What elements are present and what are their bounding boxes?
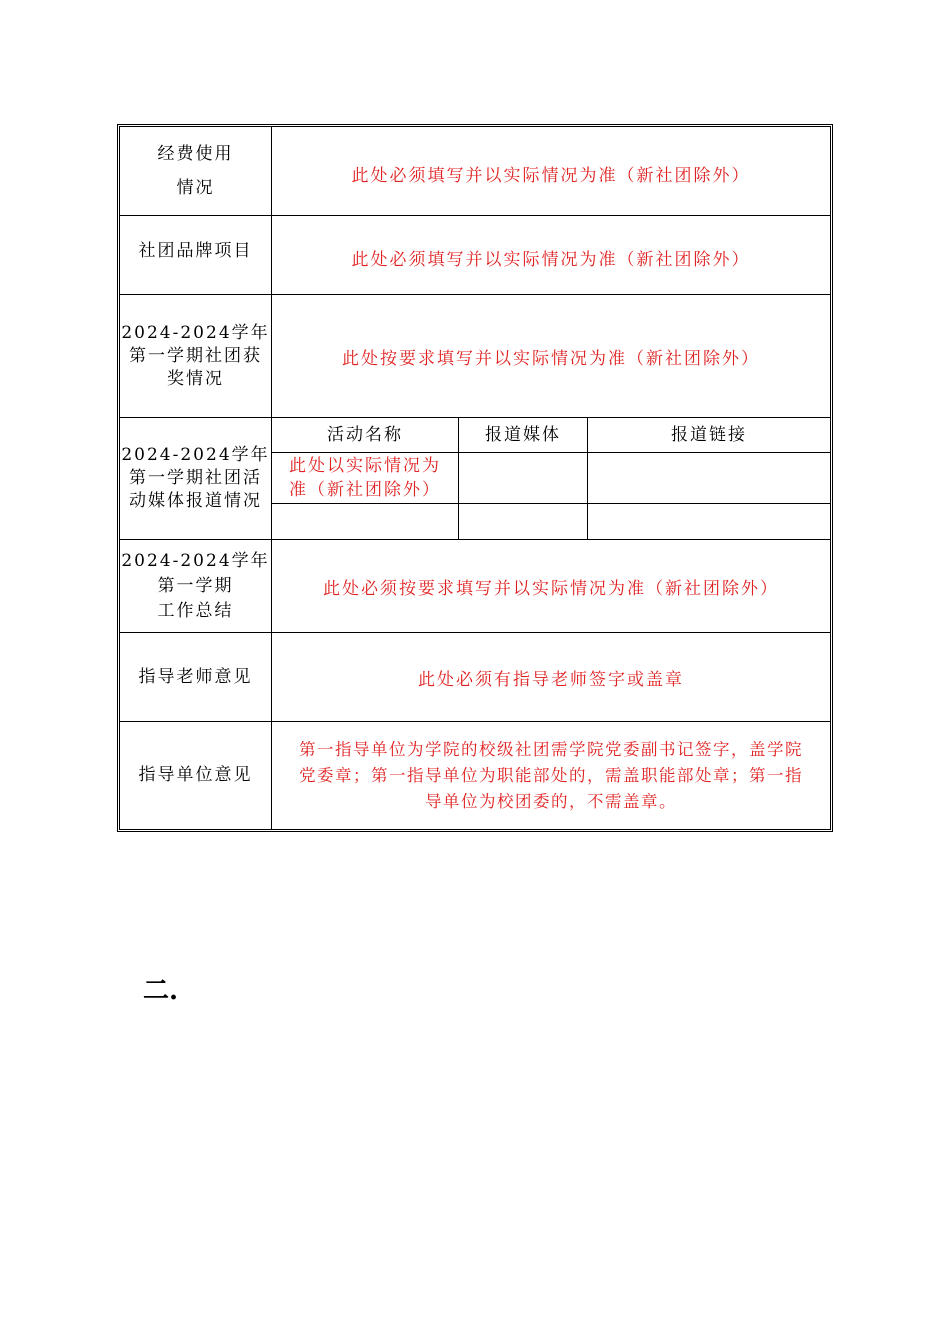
awards-label-line3: 奖情况: [167, 368, 224, 389]
media-entry2-link[interactable]: [588, 504, 830, 539]
awards-label: [120, 295, 271, 417]
media-entry-line1: 此处以实际情况为: [289, 456, 441, 476]
media-label: [120, 418, 271, 539]
media-header-outlet: 报道媒体: [485, 424, 561, 445]
media-label-line2: 第一学期社团活: [129, 468, 262, 488]
funds-content[interactable]: 此处必须填写并以实际情况为准（新社团除外）: [351, 165, 751, 186]
media-entry-line2: 准（新社团除外）: [289, 480, 441, 500]
summary-label-line1: 2024-2024学年: [121, 550, 270, 571]
media-entry-activity[interactable]: [272, 453, 458, 503]
brand-content[interactable]: 此处必须填写并以实际情况为准（新社团除外）: [351, 249, 751, 270]
media-header-link: 报道链接: [671, 424, 747, 445]
summary-content[interactable]: 此处必须按要求填写并以实际情况为准（新社团除外）: [323, 578, 779, 599]
funds-label-line1: 经费使用: [157, 144, 234, 164]
media-entry-outlet[interactable]: [459, 453, 587, 503]
media-label-line1: 2024-2024学年: [121, 445, 270, 465]
funds-label-line2: 情况: [176, 178, 215, 198]
advisor-content[interactable]: 此处必须有指导老师签字或盖章: [418, 669, 684, 690]
media-header-activity: 活动名称: [327, 424, 403, 445]
summary-label-line3: 工作总结: [157, 600, 234, 621]
unit-content[interactable]: [272, 722, 830, 829]
awards-label-line2: 第一学期社团获: [129, 345, 262, 366]
media-entry-link[interactable]: [588, 453, 830, 503]
section-heading: 二.: [143, 976, 179, 1006]
unit-content-line3: 导单位为校团委的，不需盖章。: [425, 791, 677, 811]
funds-label: [120, 127, 271, 215]
advisor-label: 指导老师意见: [138, 666, 253, 687]
media-entry2-outlet[interactable]: [459, 504, 587, 539]
summary-label: [120, 540, 271, 632]
brand-label: 社团品牌项目: [138, 240, 253, 261]
awards-content[interactable]: 此处按要求填写并以实际情况为准（新社团除外）: [342, 348, 760, 369]
unit-content-line2: 党委章；第一指导单位为职能部处的，需盖职能部处章；第一指: [299, 765, 803, 785]
unit-label: 指导单位意见: [138, 765, 253, 785]
awards-label-line1: 2024-2024学年: [121, 322, 270, 343]
club-report-form: [117, 124, 833, 832]
media-entry2-activity[interactable]: [272, 504, 458, 539]
summary-label-line2: 第一学期: [157, 575, 234, 596]
media-label-line3: 动媒体报道情况: [129, 491, 262, 511]
unit-content-line1: 第一指导单位为学院的校级社团需学院党委副书记签字，盖学院: [299, 739, 803, 759]
